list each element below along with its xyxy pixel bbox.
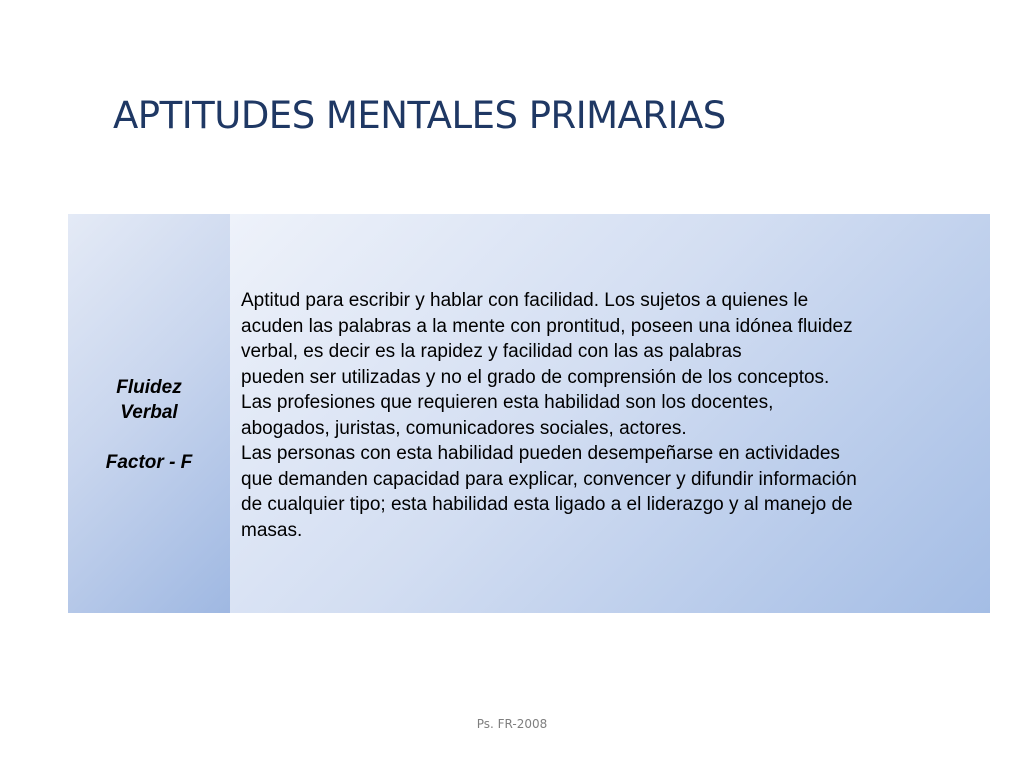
factor-label bbox=[68, 375, 230, 475]
description-line: Aptitud para escribir y hablar con facilidad. Los sujetos a quienes le bbox=[241, 290, 809, 311]
slide-footer: Ps. FR-2008 bbox=[476, 717, 548, 731]
description-line: Las profesiones que requieren esta habilidad son los docentes, bbox=[241, 392, 774, 413]
description-text bbox=[241, 288, 982, 543]
slide-title: APTITUDES MENTALES PRIMARIAS bbox=[113, 94, 726, 137]
description-line: verbal, es decir es la rapidez y facilidad con las as palabras bbox=[241, 341, 742, 362]
description-line: masas. bbox=[241, 519, 303, 541]
aptitude-table bbox=[68, 214, 990, 613]
description-line: abogados, juristas, comunicadores sociales, actores. bbox=[241, 417, 687, 439]
factor-name-line2: Verbal bbox=[120, 401, 178, 423]
factor-cell bbox=[68, 214, 230, 613]
factor-code: Factor - F bbox=[105, 451, 193, 473]
description-line: acuden las palabras a la mente con prontitud, poseen una idónea fluidez bbox=[241, 315, 853, 337]
description-line: que demanden capacidad para explicar, convencer y difundir información bbox=[241, 468, 857, 490]
factor-name-line1: Fluidez bbox=[116, 376, 182, 398]
description-line: de cualquier tipo; esta habilidad esta ligado a el liderazgo y al manejo de bbox=[241, 494, 853, 515]
description-line: pueden ser utilizadas y no el grado de comprensión de los conceptos. bbox=[241, 366, 830, 388]
factor-spacer bbox=[68, 425, 230, 450]
description-cell bbox=[230, 214, 990, 613]
description-line: Las personas con esta habilidad pueden desempeñarse en actividades bbox=[241, 443, 840, 464]
